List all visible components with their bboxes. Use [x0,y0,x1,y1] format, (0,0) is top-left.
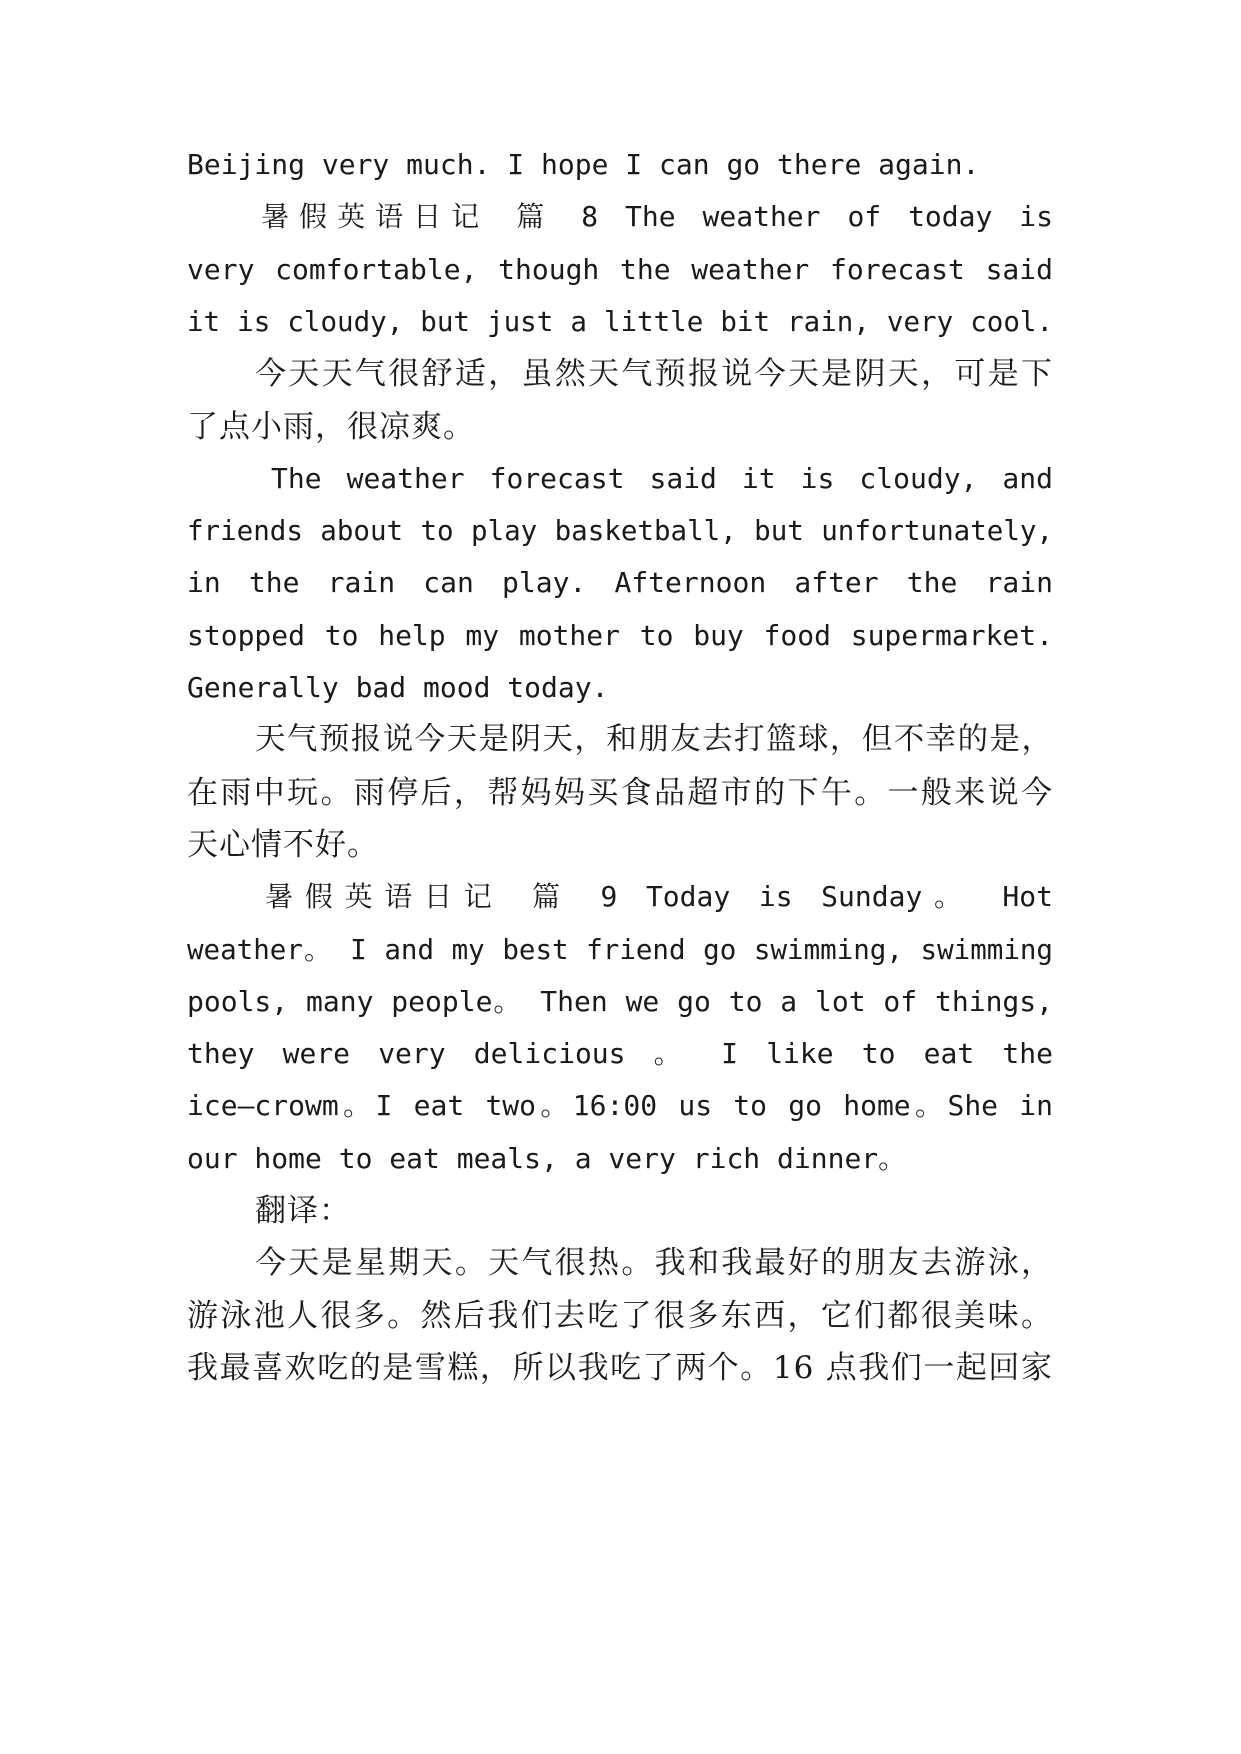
text-line: in the rain can play. Afternoon after the rain [187,566,1053,599]
text-line: Beijing very much. I hope I can go there again. [187,148,980,181]
text-line: 暑假英语日记 篇 8 The weather of today is [261,200,1053,233]
text-line: 我最喜欢吃的是雪糕，所以我吃了两个。16 点我们一起回家 [187,1350,1053,1386]
text-line: 翻译： [255,1193,351,1229]
text-line: they were very delicious 。 I like to eat the [187,1037,1053,1070]
text-line: The weather forecast said it is cloudy, and [271,462,1053,495]
text-line: our home to eat meals, a very rich dinner。 [187,1142,907,1175]
text-line: it is cloudy, but just a little bit rain, very cool. [187,306,1053,338]
text-line: ice—crowm。I eat two。16:00 us to go home。She in [187,1089,1053,1122]
text-line: 暑假英语日记 篇 9 Today is Sunday。 Hot [265,880,1053,913]
text-line: 在雨中玩。雨停后，帮妈妈买食品超市的下午。一般来说今 [187,775,1053,811]
text-line: 今天天气很舒适，虽然天气预报说今天是阴天，可是下 [255,356,1053,392]
text-line: pools, many people。 Then we go to a lot of things, [187,985,1053,1018]
text-line: 天心情不好。 [187,827,379,863]
text-line: friends about to play basketball, but unfortunately, [187,515,1053,547]
text-line: 天气预报说今天是阴天，和朋友去打篮球，但不幸的是， [255,722,1053,757]
text-line: 游泳池人很多。然后我们去吃了很多东西，它们都很美味。 [187,1298,1053,1334]
text-line: Generally bad mood today. [187,671,609,704]
text-line: 了点小雨，很凉爽。 [187,409,475,445]
text-line: stopped to help my mother to buy food supermarket. [187,619,1053,652]
text-line: 今天是星期天。天气很热。我和我最好的朋友去游泳， [255,1245,1053,1281]
text-line: very comfortable, though the weather forecast said [187,253,1053,286]
text-line: weather。 I and my best friend go swimming, swimming [187,934,1053,966]
